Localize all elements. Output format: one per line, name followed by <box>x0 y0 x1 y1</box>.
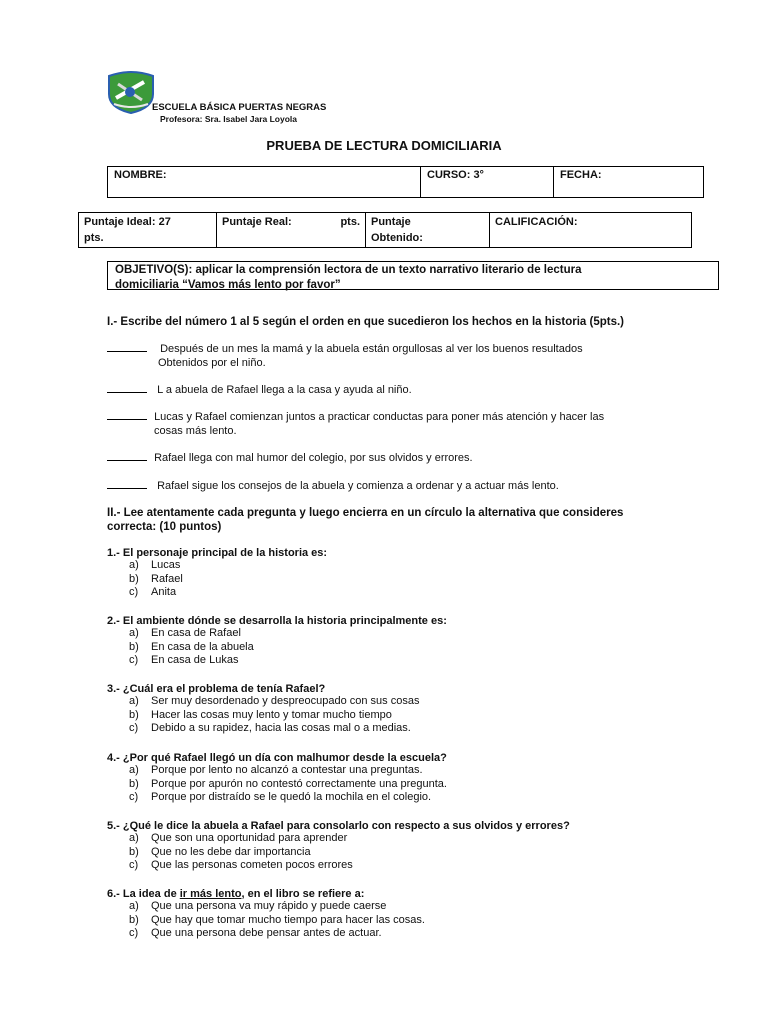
option-c[interactable] <box>129 927 425 941</box>
nombre-label: NOMBRE: <box>114 169 167 181</box>
order-item <box>107 451 473 465</box>
puntaje-obtenido-label-2: Obtenido: <box>371 232 423 244</box>
option-letter: c) <box>129 654 139 667</box>
option-a[interactable] <box>129 764 447 778</box>
option-text: Que una persona debe pensar antes de actuar. <box>151 927 382 940</box>
question-text: 2.- El ambiente dónde se desarrolla la historia principalmente es: <box>107 615 447 627</box>
answer-blank[interactable] <box>107 451 147 461</box>
question-text: 1.- El personaje principal de la historia es: <box>107 547 328 559</box>
section-1-title: I.- Escribe del número 1 al 5 según el orden en que sucedieron los hechos en la historia (5pts.) <box>107 316 624 328</box>
option-letter: b) <box>129 913 139 926</box>
option-letter: c) <box>129 927 139 940</box>
option-b[interactable] <box>129 641 447 655</box>
option-letter: c) <box>129 791 139 804</box>
option-a[interactable] <box>129 559 327 573</box>
option-letter: a) <box>129 695 139 707</box>
option-text: Que hay que tomar mucho tiempo para hacer las cosas. <box>151 913 425 926</box>
option-letter: b) <box>129 572 139 585</box>
option-text: Debido a su rapidez, hacia las cosas mal o a medias. <box>151 722 411 735</box>
calificacion-label: CALIFICACIÓN: <box>495 216 578 228</box>
option-text: En casa de la abuela <box>151 640 254 653</box>
score-table <box>78 212 692 248</box>
option-letter: a) <box>129 559 139 571</box>
curso-label: CURSO: 3° <box>427 169 484 181</box>
option-text: En casa de Lukas <box>151 654 239 667</box>
page-title: PRUEBA DE LECTURA DOMICILIARIA <box>266 138 502 153</box>
option-text: Lucas <box>151 559 181 571</box>
order-item-text: Después de un mes la mamá y la abuela están orgullosas al ver los buenos resultados <box>160 343 583 355</box>
curso-cell[interactable] <box>421 167 554 198</box>
puntaje-ideal-pts: pts. <box>84 232 104 244</box>
question-1 <box>107 547 327 600</box>
option-letter: a) <box>129 900 139 912</box>
calificacion-cell[interactable] <box>490 213 692 248</box>
order-item-text: Lucas y Rafael comienzan juntos a practicar conductas para poner más atención y hacer las <box>154 411 605 423</box>
question-6 <box>107 888 425 941</box>
option-letter: b) <box>129 777 139 790</box>
option-a[interactable] <box>129 627 447 641</box>
option-letter: a) <box>129 764 139 776</box>
order-item <box>107 342 583 370</box>
option-c[interactable] <box>129 586 327 600</box>
objective-line-1: OBJETIVO(S): aplicar la comprensión lectora de un texto narrativo literario de lectura <box>115 264 582 276</box>
option-c[interactable] <box>129 722 419 736</box>
option-a[interactable] <box>129 695 419 709</box>
section-2-title-line-1: II.- Lee atentamente cada pregunta y luego encierra en un círculo la alternativa que consideres <box>107 507 624 519</box>
puntaje-ideal-cell <box>79 213 217 248</box>
option-text: Anita <box>151 586 177 599</box>
option-c[interactable] <box>129 654 447 668</box>
option-text: Que no les debe dar importancia <box>151 845 311 858</box>
option-text: Que una persona va muy rápido y puede caerse <box>151 900 387 912</box>
option-letter: a) <box>129 627 139 639</box>
option-text: Que las personas cometen pocos errores <box>151 859 353 872</box>
option-text: Rafael <box>151 572 183 585</box>
option-text: Que son una oportunidad para aprender <box>151 832 348 844</box>
order-item-text: Rafael sigue los consejos de la abuela y comienza a ordenar y a actuar más lento. <box>157 480 559 492</box>
section-2-title-line-2: correcta: (10 puntos) <box>107 521 222 533</box>
question-text: 3.- ¿Cuál era el problema de tenía Rafael? <box>107 683 326 695</box>
option-letter: c) <box>129 859 139 872</box>
objective-box <box>107 261 719 290</box>
student-info-table <box>107 166 704 198</box>
question-text-post: , en el libro se refiere a: <box>241 888 365 900</box>
question-5 <box>107 820 570 873</box>
order-item <box>107 479 559 493</box>
fecha-label: FECHA: <box>560 169 602 181</box>
option-letter: c) <box>129 722 139 735</box>
option-text: Porque por apurón no contestó correctamente una pregunta. <box>151 777 447 790</box>
question-2 <box>107 615 447 668</box>
option-text: Hacer las cosas muy lento y tomar mucho tiempo <box>151 708 392 721</box>
objective-line-2: domiciliaria “Vamos más lento por favor” <box>115 279 341 291</box>
order-item-text: Rafael llega con mal humor del colegio, por sus olvidos y errores. <box>154 452 473 464</box>
option-b[interactable] <box>129 573 327 587</box>
puntaje-real-pts: pts. <box>340 216 360 228</box>
option-b[interactable] <box>129 846 570 860</box>
question-4 <box>107 752 447 805</box>
answer-blank[interactable] <box>107 479 147 489</box>
option-letter: b) <box>129 708 139 721</box>
option-letter: a) <box>129 832 139 844</box>
teacher-name: Profesora: Sra. Isabel Jara Loyola <box>160 114 298 124</box>
option-b[interactable] <box>129 914 425 928</box>
puntaje-obtenido-cell[interactable] <box>366 213 490 248</box>
option-text: Ser muy desordenado y despreocupado con sus cosas <box>151 695 420 707</box>
puntaje-obtenido-label-1: Puntaje <box>371 216 411 228</box>
option-letter: b) <box>129 640 139 653</box>
puntaje-real-cell[interactable] <box>217 213 366 248</box>
answer-blank[interactable] <box>107 342 147 352</box>
answer-blank[interactable] <box>107 383 147 393</box>
fecha-cell[interactable] <box>554 167 704 198</box>
answer-blank[interactable] <box>107 410 147 420</box>
puntaje-real-label: Puntaje Real: <box>222 216 292 228</box>
school-logo <box>106 70 156 114</box>
order-item-text: L a abuela de Rafael llega a la casa y ayuda al niño. <box>157 384 412 396</box>
option-letter: c) <box>129 586 139 599</box>
question-text-underlined: ir más lento <box>179 888 242 900</box>
question-3 <box>107 683 419 736</box>
option-b[interactable] <box>129 778 447 792</box>
question-text <box>107 888 425 900</box>
order-item-text-cont: Obtenidos por el niño. <box>158 357 266 369</box>
option-text: Porque por lento no alcanzó a contestar una preguntas. <box>151 764 423 776</box>
order-item <box>107 410 604 438</box>
question-text: 4.- ¿Por qué Rafael llegó un día con malhumor desde la escuela? <box>107 752 447 764</box>
order-item <box>107 383 412 397</box>
order-item-text-cont: cosas más lento. <box>154 425 237 437</box>
option-text: En casa de Rafael <box>151 627 241 639</box>
option-a[interactable] <box>129 900 425 914</box>
option-c[interactable] <box>129 859 570 873</box>
option-letter: b) <box>129 845 139 858</box>
school-name: ESCUELA BÁSICA PUERTAS NEGRAS <box>152 102 327 113</box>
question-text-pre: 6.- La idea de <box>107 888 180 900</box>
nombre-cell[interactable] <box>108 167 421 198</box>
option-c[interactable] <box>129 791 447 805</box>
option-b[interactable] <box>129 709 419 723</box>
puntaje-ideal-label: Puntaje Ideal: 27 <box>84 216 171 228</box>
section-2-title <box>107 506 623 534</box>
option-a[interactable] <box>129 832 570 846</box>
question-text: 5.- ¿Qué le dice la abuela a Rafael para consolarlo con respecto a sus olvidos y errores? <box>107 820 570 832</box>
option-text: Porque por distraído se le quedó la mochila en el colegio. <box>151 791 432 804</box>
